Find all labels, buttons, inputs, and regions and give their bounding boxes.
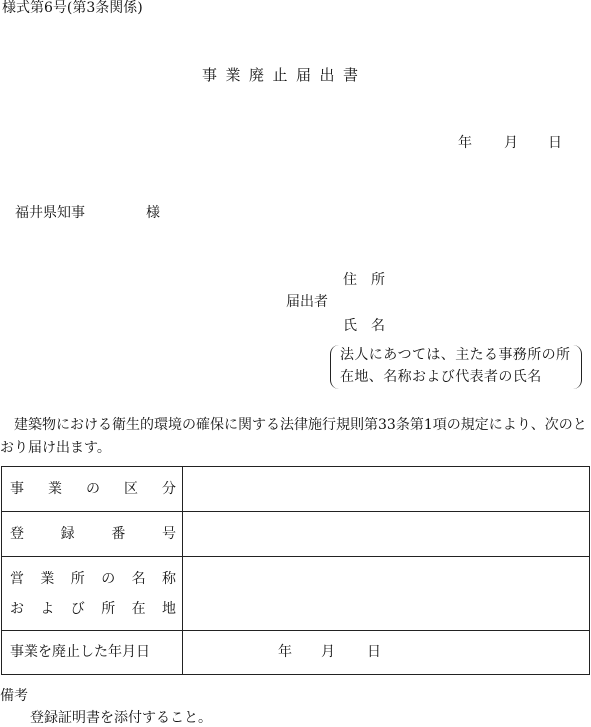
form-number: 様式第6号(第3条関係)	[2, 0, 143, 16]
registration-number-label: 登録番号	[2, 512, 183, 557]
discontinued-month-label: 月	[321, 644, 335, 660]
business-category-field[interactable]	[183, 467, 590, 512]
table-row	[2, 631, 590, 675]
table-row	[2, 512, 590, 557]
corporation-note-line-2: 在地、名称および代表者の氏名	[340, 369, 542, 385]
intro-paragraph: 建築物における衛生的環境の確保に関する法律施行規則第33条第1項の規定により、次のとおり届け出ます。	[0, 417, 587, 456]
discontinued-day-label: 日	[367, 644, 381, 660]
date-year-label: 年	[458, 135, 472, 151]
date-day-label: 日	[548, 135, 562, 151]
discontinued-date-label: 事業を廃止した年月日	[2, 631, 183, 675]
address-label: 住所	[343, 272, 399, 288]
remarks-item: 登録証明書を添付すること。	[30, 710, 212, 726]
table-row	[2, 467, 590, 512]
name-label: 氏名	[343, 318, 399, 334]
discontinued-date-field[interactable]	[183, 631, 590, 675]
date-month-label: 月	[504, 135, 518, 151]
discontinued-year-label: 年	[278, 644, 292, 660]
notification-form-table	[1, 466, 590, 675]
table-row	[2, 557, 590, 631]
office-name-address-label	[2, 557, 183, 631]
document-title: 事業廃止届出書	[202, 66, 367, 84]
addressee-honorific: 様	[146, 205, 160, 221]
remarks-heading: 備考	[0, 688, 28, 704]
corporation-note-line-1: 法人にあつては、主たる事務所の所	[340, 347, 571, 363]
registration-number-field[interactable]	[183, 512, 590, 557]
addressee-name: 福井県知事	[15, 205, 85, 221]
office-name-label-line-2: および所在地	[10, 600, 176, 617]
office-name-address-field[interactable]	[183, 557, 590, 631]
corporation-note	[330, 345, 582, 389]
office-name-label-line-1: 営業所の名称	[10, 570, 176, 587]
business-category-label: 事業の区分	[2, 467, 183, 512]
notifier-label: 届出者	[286, 294, 328, 310]
